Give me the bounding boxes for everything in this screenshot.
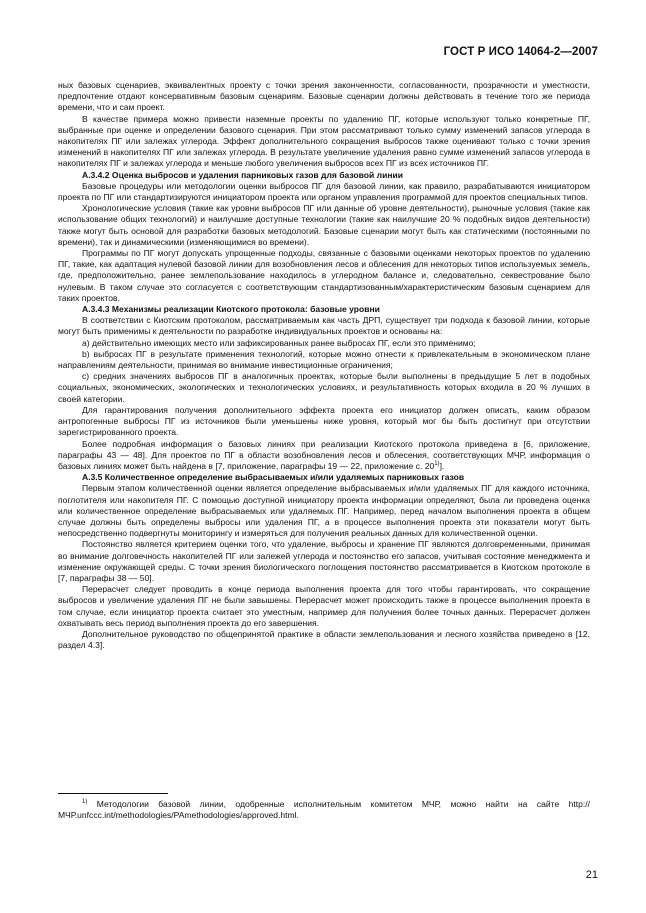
footnote bbox=[58, 799, 590, 821]
paragraph-text: Дополнительное руководство по общепринятой практике в области землепользования и лесного хозяйства приведено в [12, раздел 4.3]. bbox=[58, 628, 590, 651]
paragraph-text: Постоянство является критерием оценки того, что удаление, выбросы и хранение ПГ являются долговременными, принимая во внимание долговечность накопителей ПГ или залежей углерода и постоянство его запасов, учитывая состояние менеджмента и изменение окружающей среды. С точки зрения биологического поглощения постоянство рассматривается в Киотском протоколе в [7, параграфы 38 — 50]. bbox=[58, 539, 590, 583]
paragraph-text: Перерасчет следует проводить в конце периода выполнения проекта для того чтобы гарантировать, что сокращение выбросов и увеличение удаления ПГ не были завышены. Перерасчет может происходить также в процессе выполнения проекта в том случае, если инициатор проекта считает это уместным, например для получения более точных данных. Перерасчет должен охватывать весь период выполнения проекта до его завершения. bbox=[58, 584, 590, 628]
paragraph-text: Более подробная информация о базовых линиях при реализации Киотского протокола приведена в [6, приложение, параграфы 43 — 48]. Для проектов по ПГ в области возобновления лесов и облесения, соответствующих МЧР, информация о базовых линиях может быть найдена в [7, приложение, параграфы 19 — 22, приложение с. 20 bbox=[58, 438, 590, 471]
paragraph bbox=[58, 439, 590, 473]
paragraph bbox=[58, 181, 590, 203]
footnote-marker: 1) bbox=[82, 799, 88, 806]
paragraph-text: Хронологические условия (такие как уровни выбросов ПГ или данные об уровне деятельности), рыночные условия (такие как использование общих технологий) и наилучшие доступные технологии (такие как наилучшие 20 % подобных видов деятельности) также могут быть основой для разработки базовых методологий. Базовые сценарии могут быть как статическими (постоянными по времени), так и динамическими (изменяющимися во времени). bbox=[58, 203, 590, 247]
paragraph-text: В соответствии с Киотским протоколом, рассматриваемым как часть ДРП, существует три подхода к базовой линии, которые могут быть применимы к деятельности по разработке индивидуальных проектов и основаны на: bbox=[58, 315, 590, 337]
paragraph-text: А.3.4.2 Оценка выбросов и удаления парниковых газов для базовой линии bbox=[82, 169, 403, 180]
paragraph-text: Программы по ПГ могут допускать упрощенные подходы, связанные с базовыми оценками некоторых проектов по удалению ПГ, такие, как адаптация нулевой базовой линии для возобновления лесов и облесения для некоторых типов используемых земель, где, предположительно, ранее землепользование находилось в углеродном балансе и, следовательно, секвестрование было нулевым. В таком случае это согласуется с соответствующим стандартизованным/характеристическим базовым сценарием для таких проектов. bbox=[58, 248, 590, 303]
paragraph bbox=[58, 80, 590, 114]
paragraph-text: с) средних значениях выбросов ПГ в аналогичных проектах, которые были выполнены в предыдущие 5 лет в подобных социальных, экономических, экологических и технологических условиях, и результативность которых входила в 20 % лучших в своей категории. bbox=[58, 371, 590, 404]
section-heading bbox=[58, 170, 590, 181]
paragraph-text: А.3.4.3 Механизмы реализации Киотского протокола: базовые уровни bbox=[82, 304, 380, 315]
paragraph bbox=[58, 483, 590, 539]
footnote-text bbox=[58, 799, 590, 821]
paragraph bbox=[58, 248, 590, 304]
paragraph-text: Базовые процедуры или методологии оценки выбросов ПГ для базовой линии, как правило, разрабатываются инициатором проекта по ПГ или стандартизируются инициатором проекта или органом управления программой для проектов специальных типов. bbox=[58, 180, 590, 203]
footnote-divider bbox=[58, 793, 168, 794]
paragraph bbox=[58, 539, 590, 584]
paragraph bbox=[58, 203, 590, 248]
paragraph-text: Первым этапом количественной оценки является определение выбрасываемых и/или удаляемых ПГ для каждого источника, поглотителя или накопителя ПГ. С помощью доступной инициатору проекта информации определяют, была ли проведена оценка или количественное определение выбрасываемых или удаляемых ПГ. Например, перед началом выполнения проекта в общем случае должны быть определены выбросы или удаления ПГ, а в процессе выполнения проекта эти показатели могут быть непосредственно подвергнуты мониторингу и измеряться для получения реальных данных для количественной оценки. bbox=[58, 483, 590, 539]
paragraph bbox=[58, 338, 590, 349]
paragraph-text: b) выбросах ПГ в результате применения технологий, которые можно отнести к привлекательным в экономическом плане направлениям деятельности, принимая во внимание инвестиционные ограничения; bbox=[58, 348, 590, 371]
paragraph bbox=[58, 629, 590, 651]
paragraph bbox=[58, 349, 590, 371]
section-heading bbox=[58, 304, 590, 315]
paragraph bbox=[58, 405, 590, 439]
footnote-body: Методологии базовой линии, одобренные исполнительным комитетом МЧР, можно найти на сайте http://МЧР.unfccc.int/methodologies/PAmethodologies/approved.html. bbox=[58, 799, 590, 821]
section-heading bbox=[58, 472, 590, 483]
paragraph-text: Для гарантирования получения дополнительного эффекта проекта его инициатор должен описать, каким образом антропогенные выбросы ПГ из источников были уменьшены ниже уровня, который мог бы быть достигнут при отсутствии зарегистрированного проекта. bbox=[58, 404, 590, 438]
document-header-title: ГОСТ Р ИСО 14064-2—2007 bbox=[443, 46, 598, 58]
paragraph-text: а) действительно имеющих место или зафиксированных ранее выбросах ПГ, если это применимо; bbox=[82, 337, 476, 348]
paragraph bbox=[58, 371, 590, 405]
page-number: 21 bbox=[585, 869, 598, 881]
document-body bbox=[58, 80, 590, 651]
paragraph-text: А.3.5 Количественное определение выбрасываемых и/или удаляемых парниковых газов bbox=[82, 472, 465, 483]
paragraph-text-tail: ]. bbox=[439, 460, 445, 471]
footnote-reference: 1) bbox=[434, 461, 440, 468]
paragraph bbox=[58, 584, 590, 629]
paragraph bbox=[58, 114, 590, 170]
paragraph bbox=[58, 315, 590, 337]
paragraph-text: ных базовых сценариев, эквивалентных проекту с точки зрения законченности, согласованности, прозрачности и уместности, предпочтение отдают консервативным базовым сценариям. Базовые сценарии должны действовать в течение того же периода времени, что и сам проект. bbox=[58, 80, 590, 113]
paragraph-text: В качестве примера можно привести наземные проекты по удалению ПГ, которые используют только конкретные ПГ, выбранные при оценке и определении базового сценария. При этом рассматривают только сумму изменений запасов углерода в накопителях ПГ или залежах углерода. Эффект дополнительного сокращения выбросов также оценивают только с точки зрения изменений в накопителях ПГ или залежах углерода. В результате увеличение удаления равно сумме изменений запасов углерода в накопителях ПГ и залежах углерода и меньше любого увеличения выбросов всех ПГ из всех источников ПГ. bbox=[58, 113, 590, 169]
